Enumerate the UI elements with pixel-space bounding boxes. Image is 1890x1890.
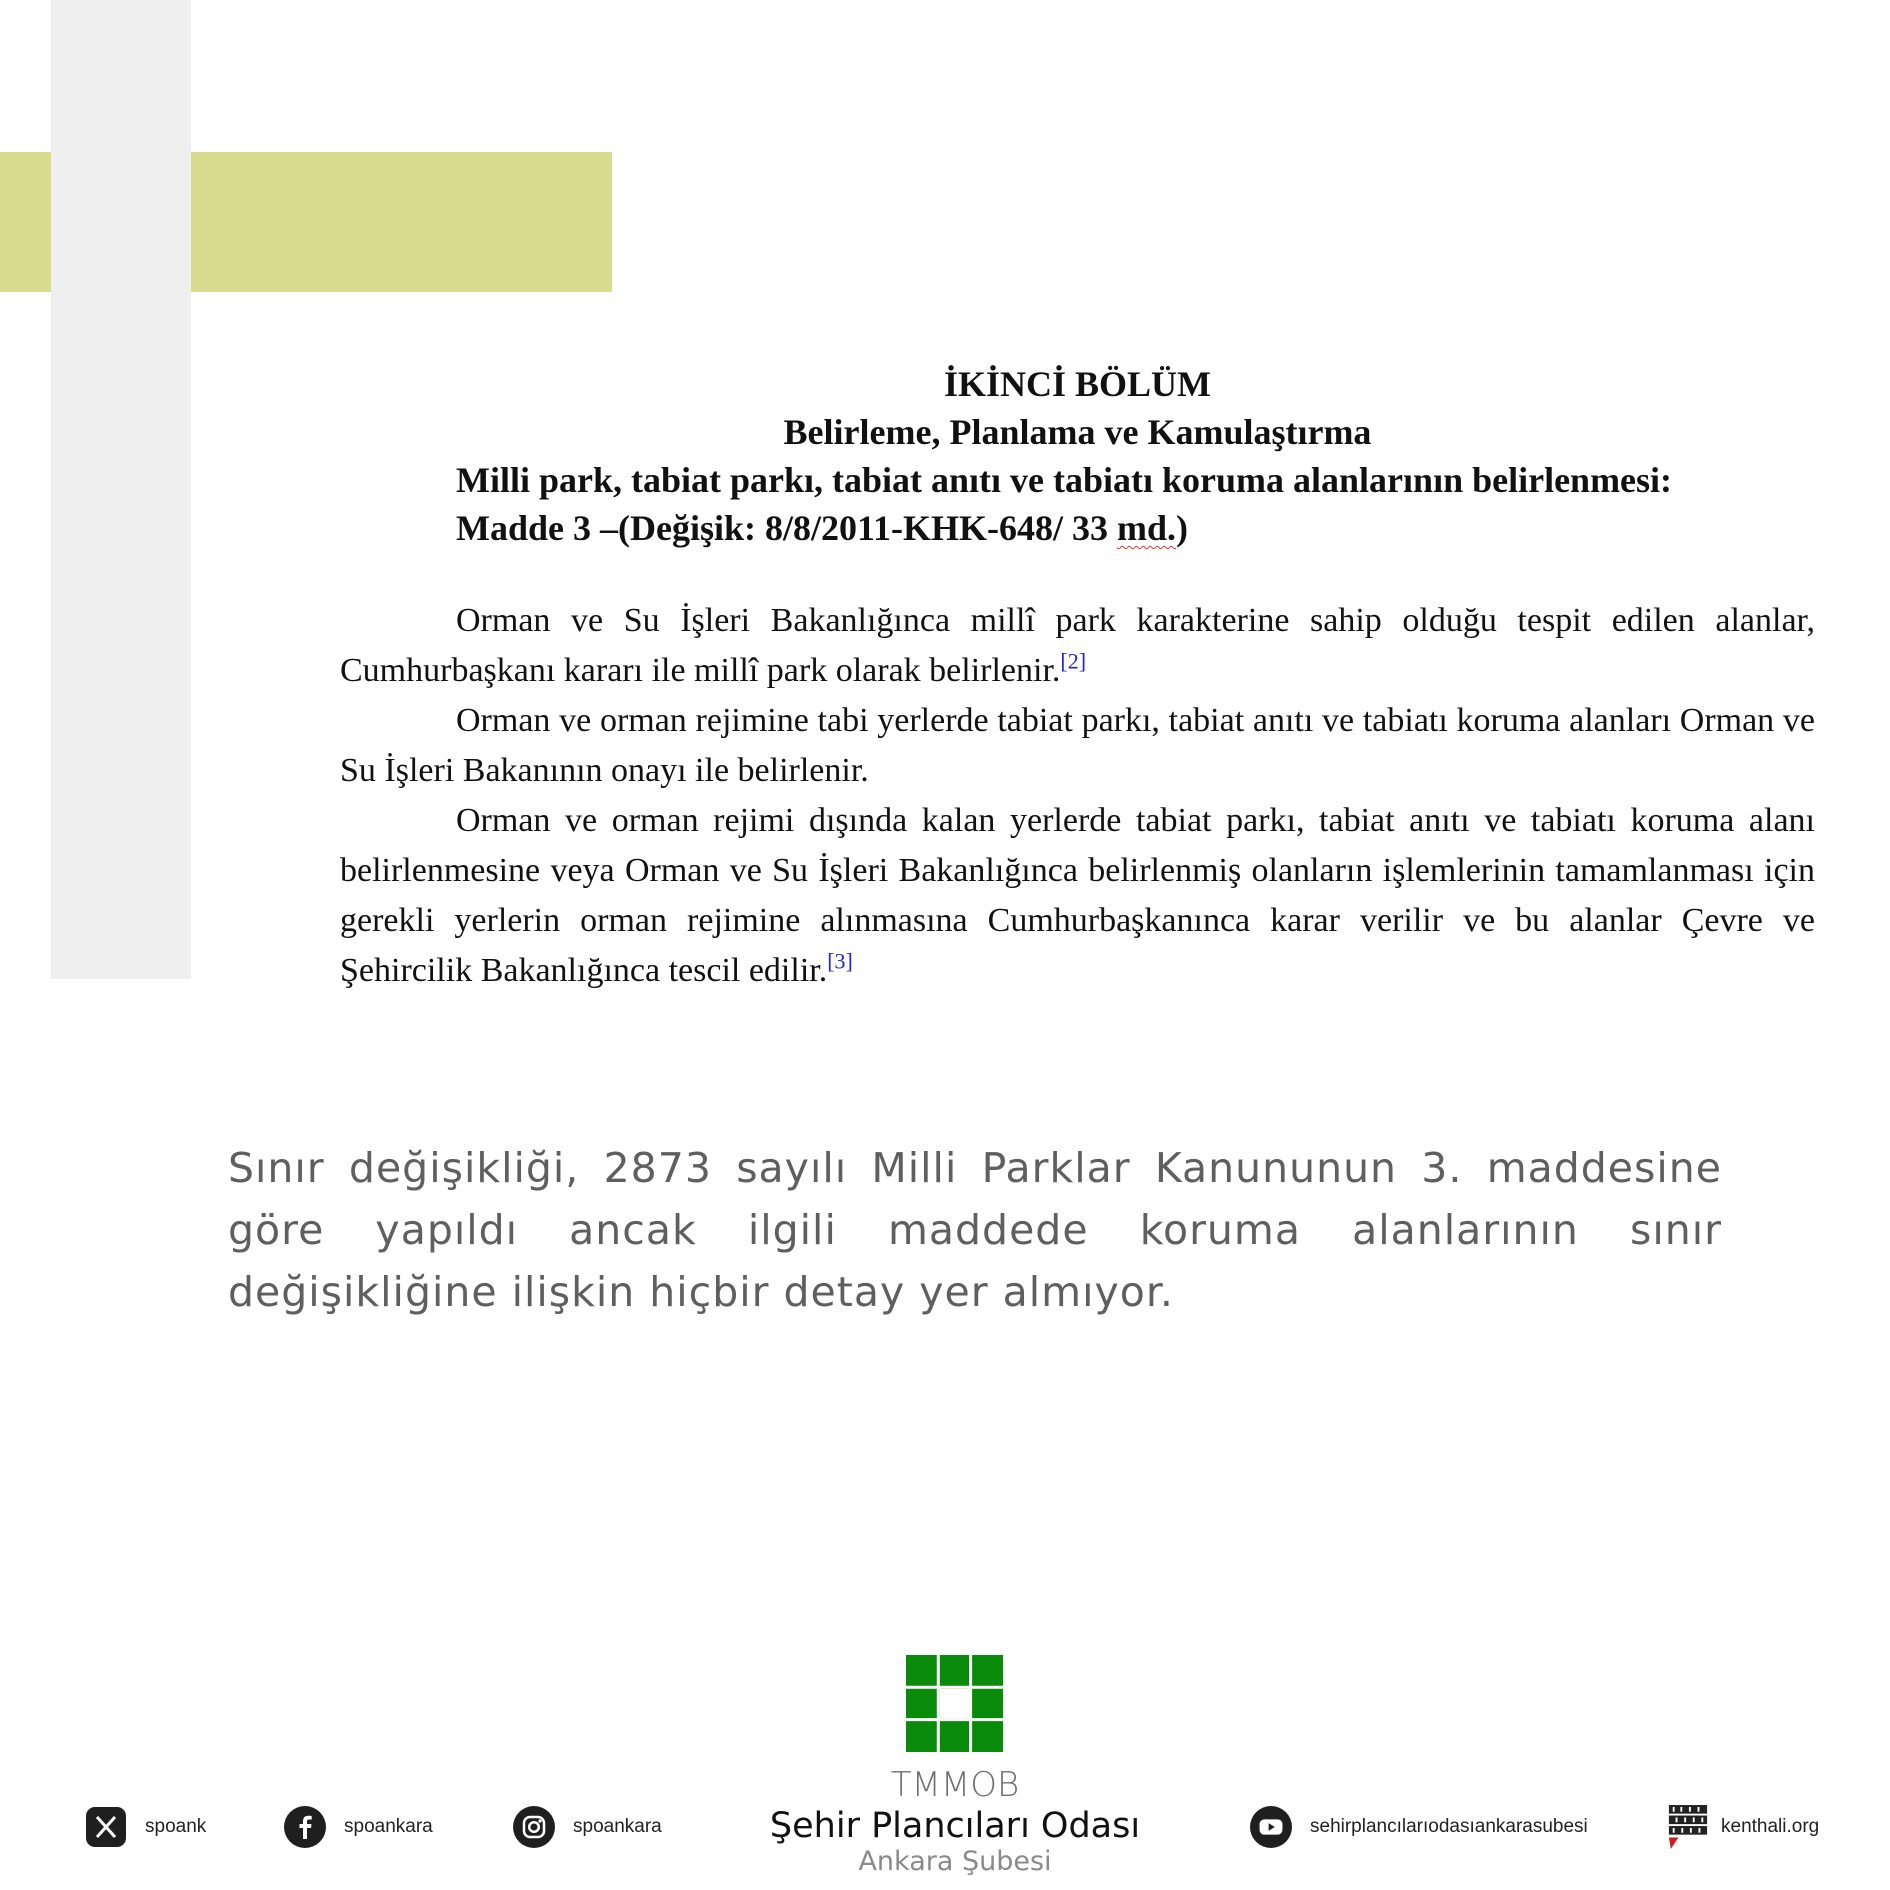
- section-title: İKİNCİ BÖLÜM: [943, 364, 1212, 404]
- social-kenthali[interactable]: [1667, 1805, 1819, 1849]
- social-youtube-label: sehirplancılarıodasıankarasubesi: [1310, 1816, 1588, 1837]
- article-number: Madde 3 –(Değişik: 8/8/2011-KHK-648/ 33 md.): [456, 508, 1189, 548]
- footnote-link-2[interactable]: [2]: [1060, 648, 1087, 674]
- section-subtitle: Belirleme, Planlama ve Kamulaştırma: [783, 412, 1372, 452]
- social-instagram[interactable]: [513, 1805, 662, 1849]
- decorative-green-bar-right: [191, 152, 612, 292]
- paragraph-1: Orman ve Su İşleri Bakanlığınca millî park karakterine sahip olduğu tespit edilen alanlar, Cumhurbaşkanı kararı ile millî park olarak belirlenir.[2]: [340, 602, 1815, 689]
- x-icon: [85, 1806, 127, 1848]
- kenthali-icon: [1667, 1806, 1709, 1848]
- article-heading: Milli park, tabiat parkı, tabiat anıtı ve tabiatı koruma alanlarının belirlenmesi:: [456, 460, 1673, 500]
- footnote-link-3[interactable]: [3]: [827, 948, 853, 974]
- social-facebook-label: spoankara: [344, 1816, 433, 1837]
- paragraph-3: Orman ve orman rejimi dışında kalan yerlerde tabiat parkı, tabiat anıtı ve tabiatı koruma alanı belirlenmesine veya Orman ve Su İşleri Bakanlığınca belirlenmiş olanların işlemlerinin tamamlanması için gerekli yerlerin orman rejimine alınmasına Cumhurbaşkanınca karar verilir ve bu alanlar Çevre ve Şehircilik Bakanlığınca tescil edilir.[3]: [340, 802, 1815, 989]
- facebook-icon: [284, 1806, 326, 1848]
- spo-logo-icon: [906, 1655, 1003, 1752]
- youtube-icon: [1250, 1806, 1292, 1848]
- social-x[interactable]: [85, 1805, 206, 1849]
- social-x-label: spoank: [145, 1816, 207, 1837]
- org-line-tmmob: TMMOB: [890, 1765, 1020, 1805]
- social-instagram-label: spoankara: [573, 1816, 662, 1837]
- social-kenthali-label: kenthali.org: [1721, 1816, 1820, 1837]
- social-facebook[interactable]: [284, 1805, 433, 1849]
- paragraph-2: Orman ve orman rejimine tabi yerlerde tabiat parkı, tabiat anıtı ve tabiatı koruma alanları Orman ve Su İşleri Bakanının onayı ile belirlenir.: [340, 702, 1815, 789]
- social-youtube[interactable]: [1250, 1805, 1588, 1849]
- summary-text: Sınır değişikliği, 2873 sayılı Milli Parklar Kanununun 3. maddesine göre yapıldı ancak ilgili maddede koruma alanlarının sınır değişikliğine ilişkin hiçbir detay yer almıyor.: [228, 1144, 1722, 1316]
- instagram-icon: [513, 1806, 555, 1848]
- decorative-gray-bar: [51, 0, 191, 979]
- org-line-name: Şehir Plancıları Odası: [769, 1806, 1141, 1846]
- spellcheck-word: md.: [1117, 508, 1177, 548]
- law-excerpt: [340, 360, 1815, 996]
- org-line-branch: Ankara Şubesi: [858, 1846, 1052, 1877]
- decorative-green-bar-left: [0, 152, 51, 292]
